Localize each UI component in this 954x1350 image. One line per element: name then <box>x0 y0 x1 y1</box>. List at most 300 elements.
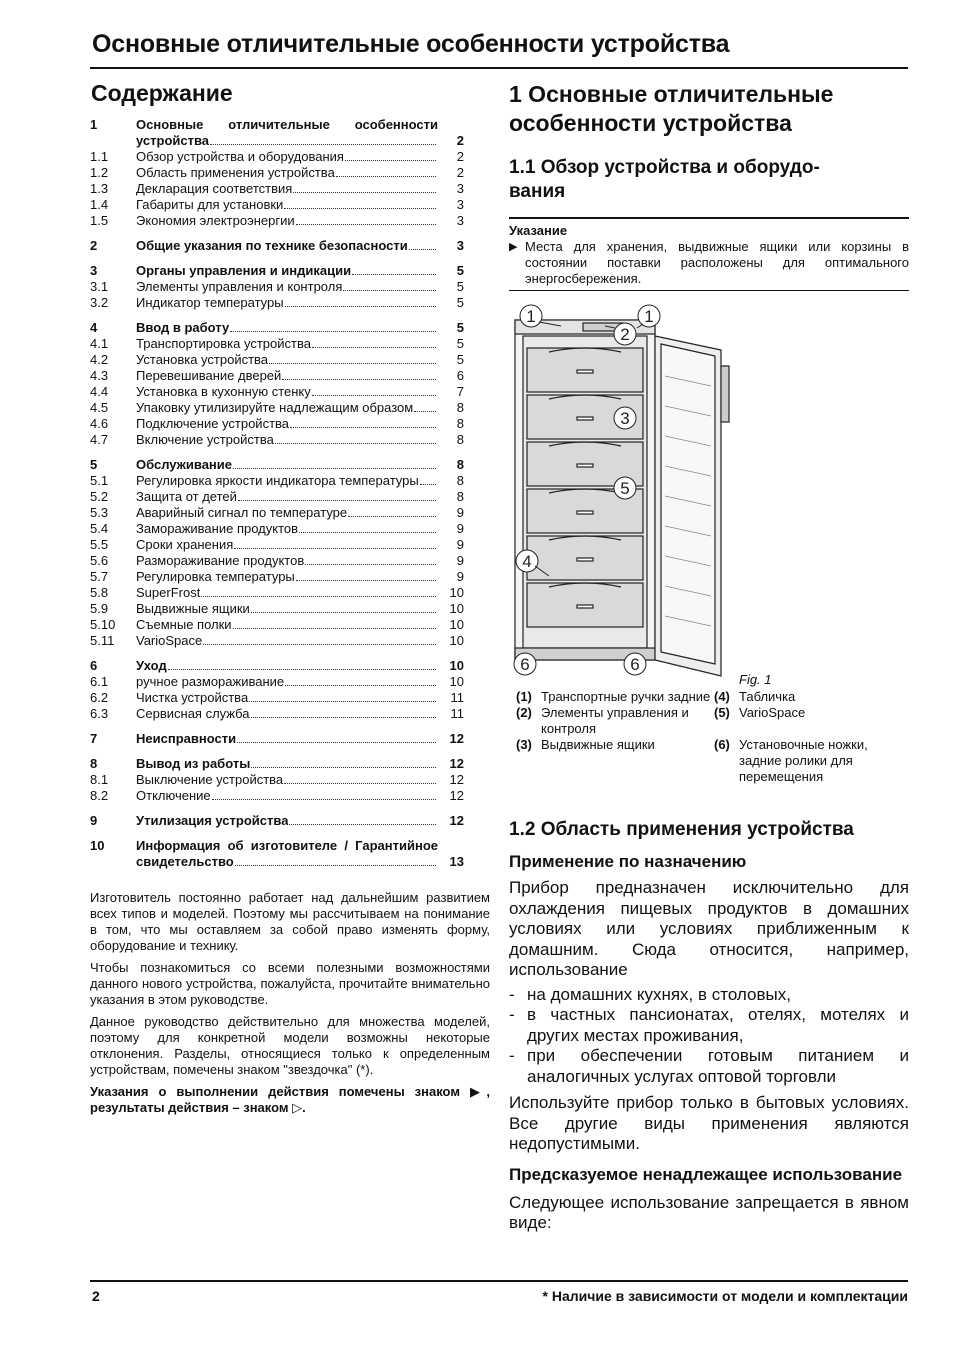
toc-leader-dots <box>238 500 436 501</box>
section-1-2-title: 1.2 Область применения устройства <box>509 819 854 840</box>
toc-leader-dots <box>251 717 436 718</box>
intro-symbols-text-b: , результаты действия – знаком <box>90 1084 490 1115</box>
toc-page-number: 2 <box>456 165 464 180</box>
toc-leader-dots <box>235 865 436 866</box>
toc-leader-dots <box>168 669 436 670</box>
toc-leader-dots <box>414 411 436 412</box>
toc-number: 1.1 <box>90 149 109 164</box>
legend-item <box>516 689 714 705</box>
toc-entry-label: Экономия электроэнергии <box>136 213 295 228</box>
freezer-figure <box>509 296 769 690</box>
toc-entry-label: устройства <box>136 133 210 148</box>
toc-row[interactable] <box>90 352 464 368</box>
toc-number: 10 <box>90 838 105 853</box>
toc-leader-dots <box>233 468 436 469</box>
toc-entry-text <box>136 633 438 649</box>
toc-number: 4 <box>90 320 98 335</box>
toc-entry-text <box>136 772 438 788</box>
toc-entry-label: Сроки хранения <box>136 537 234 552</box>
toc-row[interactable] <box>90 601 464 617</box>
toc-entry-label: Ввод в работу <box>136 320 230 335</box>
legend-item <box>516 737 714 785</box>
legend-item <box>516 705 714 737</box>
figure-caption: Fig. 1 <box>739 672 772 687</box>
toc-page-number: 10 <box>449 617 464 632</box>
toc-page-number: 9 <box>456 505 464 520</box>
intro-symbols-text-c: . <box>302 1100 306 1115</box>
toc-entry-text <box>136 384 438 400</box>
toc-leader-dots <box>285 685 436 686</box>
toc-entry-label: Органы управления и индикации <box>136 263 352 278</box>
toc-entry-text <box>136 149 438 165</box>
toc-number: 4.3 <box>90 368 109 383</box>
toc-entry-text <box>136 537 438 553</box>
intro-symbols-text-a: Указания о выполнении действия помечены знаком <box>90 1084 460 1099</box>
note-label: Указание <box>509 223 568 238</box>
toc-number: 1.3 <box>90 181 109 196</box>
list-item <box>509 1046 909 1087</box>
toc-entry-label: Обслуживание <box>136 457 233 472</box>
footer-note: * Наличие в зависимости от модели и комплектации <box>542 1288 908 1304</box>
toc-number: 5.6 <box>90 553 109 568</box>
toc-entry-label: Обзор устройства и оборудования <box>136 149 344 164</box>
toc-row[interactable] <box>90 384 464 400</box>
toc-leader-dots <box>233 628 436 629</box>
toc-entry-text <box>136 731 438 747</box>
toc-entry-text <box>136 473 438 489</box>
callout-6-right <box>624 653 646 675</box>
toc-page-number: 3 <box>456 197 464 212</box>
toc-entry-text <box>136 756 438 772</box>
toc-page-number: 7 <box>456 384 464 399</box>
list-item-text: в частных пансионатах, отелях, мотелях и других местах проживания, <box>527 1005 909 1045</box>
legend-number: (6) <box>714 737 730 752</box>
toc-entry-text <box>136 585 438 601</box>
toc-row[interactable] <box>90 553 464 569</box>
toc-row[interactable] <box>90 489 464 505</box>
toc-entry-text <box>136 320 438 336</box>
toc-entry-label: Съемные полки <box>136 617 232 632</box>
toc-number: 5.7 <box>90 569 109 584</box>
toc-leader-dots <box>409 249 436 250</box>
legend-text: Табличка <box>739 689 796 704</box>
toc-entry-label: Элементы управления и контроля <box>136 279 343 294</box>
callout-6-left <box>514 653 536 675</box>
toc-entry-label: Аварийный сигнал по температуре <box>136 505 348 520</box>
toc-number: 5.2 <box>90 489 109 504</box>
toc-entry-text-line: Основные отличительные особенности <box>136 117 438 132</box>
door-handle <box>721 366 729 422</box>
toc-leader-dots <box>210 144 436 145</box>
section-1-title <box>509 80 909 138</box>
toc-entry-label: Уход <box>136 658 167 673</box>
toc-chapter-row[interactable] <box>90 813 464 829</box>
section-1-title-line: 1 Основные отличительные <box>509 81 834 107</box>
door-liner <box>661 344 715 664</box>
action-arrow-icon: ▶ <box>509 241 518 253</box>
legend-text: Транспортные ручки задние <box>541 689 711 704</box>
toc-leader-dots <box>269 363 436 364</box>
toc-entry-text <box>136 521 438 537</box>
toc-entry-text <box>136 165 438 181</box>
toc-number: 4.7 <box>90 432 109 447</box>
legend-text: VarioSpace <box>739 705 806 720</box>
toc-page-number: 12 <box>449 772 464 787</box>
toc-leader-dots <box>336 176 436 177</box>
misuse-heading: Предсказуемое ненадлежащее использование <box>509 1164 903 1184</box>
toc-page-number: 8 <box>456 489 464 504</box>
toc-row[interactable] <box>90 690 464 706</box>
section-1-title-line: особенности устройства <box>509 110 792 136</box>
toc-page-number: 10 <box>449 633 464 648</box>
toc-row[interactable] <box>90 336 464 352</box>
toc-entry-text <box>136 263 438 279</box>
intro-paragraph: Изготовитель постоянно работает над дальнейшим развитием всех типов и моделей. Поэтому мы рассчитываем на понимание в том, что мы оставляем за собой право изменять форму, оборудование и технику. <box>90 890 490 953</box>
note-body: Места для хранения, выдвижные ящики или корзины в состоянии поставки расположены для оптимального энергосбережения. <box>525 239 909 286</box>
toc-chapter-row[interactable] <box>90 457 464 473</box>
section-1-2-body <box>509 852 909 1234</box>
toc-page-number: 5 <box>456 279 464 294</box>
toc-page-number: 10 <box>449 658 464 673</box>
toc-row[interactable] <box>90 213 464 229</box>
toc-page-number: 8 <box>456 432 464 447</box>
toc-page-number: 10 <box>449 601 464 616</box>
toc-page-number: 11 <box>450 706 464 721</box>
toc-page-number: 3 <box>456 181 464 196</box>
toc-entry-text-line <box>136 133 438 149</box>
table-of-contents <box>90 117 464 870</box>
toc-chapter-row[interactable] <box>90 117 464 149</box>
list-item-text: на домашних кухнях, в столовых, <box>527 984 791 1004</box>
callout-label: 6 <box>520 655 530 674</box>
toc-number: 4.1 <box>90 336 109 351</box>
toc-page-number: 12 <box>449 756 464 771</box>
toc-entry-text <box>136 336 438 352</box>
toc-row[interactable] <box>90 368 464 384</box>
list-bullet: - <box>509 984 515 1004</box>
callout-5 <box>614 477 636 499</box>
legend-number: (3) <box>516 737 532 752</box>
toc-entry-label: Утилизация устройства <box>136 813 289 828</box>
toc-entry-label: ручное размораживание <box>136 674 285 689</box>
toc-row[interactable] <box>90 772 464 788</box>
toc-entry-text <box>136 197 438 213</box>
toc-entry-text <box>136 489 438 505</box>
toc-number: 2 <box>90 238 98 253</box>
toc-number: 5.4 <box>90 521 109 536</box>
toc-entry-text <box>136 352 438 368</box>
toc-leader-dots <box>284 783 436 784</box>
toc-row[interactable] <box>90 505 464 521</box>
legend-item <box>714 705 910 737</box>
toc-leader-dots <box>299 532 436 533</box>
toc-chapter-row[interactable] <box>90 838 464 870</box>
toc-entry-text <box>136 601 438 617</box>
toc-entry-label: Регулировка температуры <box>136 569 295 584</box>
list-item-text: при обеспечении готовым питанием и аналогичных услугах оптовой торговли <box>527 1046 909 1086</box>
toc-row[interactable] <box>90 400 464 416</box>
toc-row[interactable] <box>90 537 464 553</box>
toc-chapter-row[interactable] <box>90 320 464 336</box>
toc-leader-dots <box>312 347 436 348</box>
toc-chapter-row[interactable] <box>90 658 464 674</box>
usage-list <box>509 985 909 1088</box>
toc-page-number: 9 <box>456 521 464 536</box>
note-box <box>509 217 909 287</box>
toc-leader-dots <box>230 331 436 332</box>
list-item <box>509 1005 909 1046</box>
toc-row[interactable] <box>90 633 464 649</box>
toc-number: 1.5 <box>90 213 109 228</box>
toc-page-number: 9 <box>456 553 464 568</box>
toc-entry-label: Область применения устройства <box>136 165 335 180</box>
callout-label: 1 <box>644 307 654 326</box>
toc-number: 5.5 <box>90 537 109 552</box>
toc-number: 4.2 <box>90 352 109 367</box>
toc-page-number: 10 <box>449 585 464 600</box>
toc-entry-label: Размораживание продуктов <box>136 553 305 568</box>
section-1-1-title-line: 1.1 Обзор устройства и оборудо- <box>509 157 820 178</box>
toc-number: 8.2 <box>90 788 109 803</box>
toc-number: 5.10 <box>90 617 116 632</box>
toc-leader-dots <box>296 580 436 581</box>
toc-entry-text <box>136 457 438 473</box>
section-1-1-title <box>509 156 909 204</box>
toc-leader-dots <box>251 767 436 768</box>
toc-entry-text <box>136 813 438 829</box>
toc-leader-dots <box>237 742 436 743</box>
toc-row[interactable] <box>90 149 464 165</box>
toc-page-number: 8 <box>456 473 464 488</box>
toc-leader-dots <box>249 701 436 702</box>
toc-row[interactable] <box>90 197 464 213</box>
misuse-paragraph: Следующее использование запрещается в явном виде: <box>509 1192 909 1232</box>
toc-chapter-row[interactable] <box>90 731 464 747</box>
toc-leader-dots <box>345 160 436 161</box>
toc-chapter-row[interactable] <box>90 238 464 254</box>
intended-use-heading: Применение по назначению <box>509 852 747 871</box>
toc-page-number: 5 <box>456 320 464 335</box>
toc-page-number: 2 <box>456 133 464 148</box>
toc-number: 5.3 <box>90 505 109 520</box>
toc-number: 6.1 <box>90 674 109 689</box>
callout-label: 5 <box>620 479 630 498</box>
toc-chapter-row[interactable] <box>90 263 464 279</box>
toc-entry-label: Индикатор температуры <box>136 295 284 310</box>
section-1-1-title-line: вания <box>509 181 566 202</box>
toc-row[interactable] <box>90 432 464 448</box>
toc-page-number: 3 <box>456 213 464 228</box>
toc-page-number: 8 <box>456 416 464 431</box>
legend-item <box>714 737 910 785</box>
toc-leader-dots <box>201 596 436 597</box>
toc-entry-label: Включение устройства <box>136 432 274 447</box>
toc-page-number: 8 <box>456 400 464 415</box>
toc-leader-dots <box>203 644 436 645</box>
toc-leader-dots <box>296 224 436 225</box>
toc-page-number: 3 <box>456 238 464 253</box>
legend-text: Установочные ножки, задние ролики для перемещения <box>739 737 868 784</box>
toc-entry-text <box>136 505 438 521</box>
toc-number: 5.11 <box>90 633 115 648</box>
legend-number: (4) <box>714 689 730 704</box>
action-arrow-icon: ▶ <box>469 1084 487 1099</box>
toc-leader-dots <box>348 516 436 517</box>
toc-row[interactable] <box>90 569 464 585</box>
intro-paragraph: Чтобы познакомиться со всеми полезными возможностями данного нового устройства, пожалуйста, прочитайте внимательно указания в этом руководстве. <box>90 960 490 1007</box>
toc-entry-label: Отключение <box>136 788 211 803</box>
toc-row[interactable] <box>90 706 464 722</box>
toc-number: 3 <box>90 263 98 278</box>
toc-row[interactable] <box>90 295 464 311</box>
toc-entry-text <box>136 416 438 432</box>
toc-entry-text <box>136 368 438 384</box>
toc-number: 1.4 <box>90 197 109 212</box>
toc-page-number: 12 <box>449 731 464 746</box>
toc-row[interactable] <box>90 416 464 432</box>
toc-number: 3.1 <box>90 279 109 294</box>
toc-leader-dots <box>290 427 436 428</box>
toc-entry-label: Замораживание продуктов <box>136 521 299 536</box>
toc-number: 4.6 <box>90 416 109 431</box>
toc-row[interactable] <box>90 181 464 197</box>
toc-entry-label: Транспортировка устройства <box>136 336 311 351</box>
toc-entry-text <box>136 238 438 254</box>
toc-number: 8.1 <box>90 772 109 787</box>
legend-item <box>714 689 910 705</box>
toc-number: 5.1 <box>90 473 109 488</box>
toc-leader-dots <box>282 379 436 380</box>
toc-entry-text <box>136 400 438 416</box>
toc-page-number: 8 <box>456 457 464 472</box>
toc-entry-label: Общие указания по технике безопасности <box>136 238 408 253</box>
toc-entry-text <box>136 295 438 311</box>
toc-entry-label: SuperFrost <box>136 585 201 600</box>
toc-page-number: 9 <box>456 569 464 584</box>
list-bullet: - <box>509 1005 515 1024</box>
toc-row[interactable] <box>90 473 464 489</box>
toc-entry-label: Выдвижные ящики <box>136 601 250 616</box>
toc-number: 4.5 <box>90 400 109 415</box>
legend-number: (2) <box>516 705 532 720</box>
toc-entry-label: Чистка устройства <box>136 690 249 705</box>
toc-chapter-row[interactable] <box>90 756 464 772</box>
toc-page-number: 9 <box>456 537 464 552</box>
callout-label: 4 <box>522 552 532 571</box>
toc-page-number: 5 <box>456 295 464 310</box>
page-header-title: Основные отличительные особенности устройства <box>92 30 730 58</box>
toc-row[interactable] <box>90 674 464 690</box>
toc-page-number: 5 <box>456 263 464 278</box>
toc-entry-text <box>136 690 438 706</box>
toc-page-number: 11 <box>450 690 464 705</box>
callout-label: 2 <box>620 325 630 344</box>
toc-entry-text-line: Информация об изготовителе / Гарантийное <box>136 838 438 853</box>
toc-entry-text <box>136 432 438 448</box>
note-divider <box>509 290 909 291</box>
toc-row[interactable] <box>90 585 464 601</box>
intro-symbols-paragraph <box>90 1084 490 1116</box>
toc-number: 6.2 <box>90 690 109 705</box>
toc-entry-text <box>136 706 438 722</box>
toc-entry-label: VarioSpace <box>136 633 203 648</box>
toc-row[interactable] <box>90 617 464 633</box>
toc-entry-text <box>136 788 438 804</box>
toc-entry-text <box>136 658 438 674</box>
callout-label: 1 <box>526 307 536 326</box>
legend-text: Выдвижные ящики <box>541 737 655 752</box>
toc-leader-dots <box>420 484 436 485</box>
toc-entry-label: Декларация соответствия <box>136 181 293 196</box>
toc-entry-label: Неисправности <box>136 731 237 746</box>
toc-entry-text <box>136 279 438 295</box>
toc-entry-label: Сервисная служба <box>136 706 250 721</box>
toc-entry-text <box>136 213 438 229</box>
toc-entry-label: Установка устройства <box>136 352 269 367</box>
toc-row[interactable] <box>90 165 464 181</box>
toc-title: Содержание <box>91 80 233 106</box>
toc-entry-text <box>136 838 438 870</box>
toc-page-number: 13 <box>449 854 464 869</box>
toc-page-number: 2 <box>456 149 464 164</box>
toc-number: 1 <box>90 117 98 132</box>
footer-divider <box>90 1280 908 1282</box>
toc-number: 6.3 <box>90 706 109 721</box>
toc-entry-text <box>136 117 438 149</box>
toc-entry-label: Установка в кухонную стенку <box>136 384 311 399</box>
legend-text: Элементы управления и контроля <box>541 705 689 736</box>
toc-number: 9 <box>90 813 98 828</box>
toc-entry-label: Вывод из работы <box>136 756 251 771</box>
toc-entry-label: Перевешивание дверей <box>136 368 282 383</box>
toc-number: 5.9 <box>90 601 109 616</box>
toc-number: 3.2 <box>90 295 109 310</box>
legend-number: (1) <box>516 689 532 704</box>
list-bullet: - <box>509 1046 515 1065</box>
toc-row[interactable] <box>90 521 464 537</box>
callout-3 <box>614 407 636 429</box>
toc-page-number: 12 <box>449 788 464 803</box>
toc-entry-label: Регулировка яркости индикатора температуры <box>136 473 419 488</box>
toc-number: 4.4 <box>90 384 109 399</box>
toc-page-number: 10 <box>449 674 464 689</box>
toc-entry-label: Выключение устройства <box>136 772 284 787</box>
toc-entry-text <box>136 674 438 690</box>
toc-entry-text <box>136 553 438 569</box>
toc-leader-dots <box>289 824 436 825</box>
toc-leader-dots <box>251 612 436 613</box>
toc-number: 7 <box>90 731 98 746</box>
callout-label: 3 <box>620 409 630 428</box>
toc-row[interactable] <box>90 279 464 295</box>
toc-page-number: 12 <box>449 813 464 828</box>
toc-entry-label: Защита от детей <box>136 489 237 504</box>
household-use-paragraph: Используйте прибор только в бытовых условиях. Все другие виды применения являются недопустимыми. <box>509 1093 909 1153</box>
header-divider <box>90 67 908 69</box>
toc-leader-dots <box>212 799 436 800</box>
toc-entry-text <box>136 181 438 197</box>
toc-number: 8 <box>90 756 98 771</box>
toc-entry-text <box>136 569 438 585</box>
callout-label: 6 <box>630 655 640 674</box>
legend-number: (5) <box>714 705 730 720</box>
toc-leader-dots <box>293 192 436 193</box>
result-arrow-icon: ▷ <box>292 1100 303 1115</box>
toc-row[interactable] <box>90 788 464 804</box>
toc-number: 5 <box>90 457 98 472</box>
toc-page-number: 5 <box>456 336 464 351</box>
list-item <box>509 985 909 1006</box>
